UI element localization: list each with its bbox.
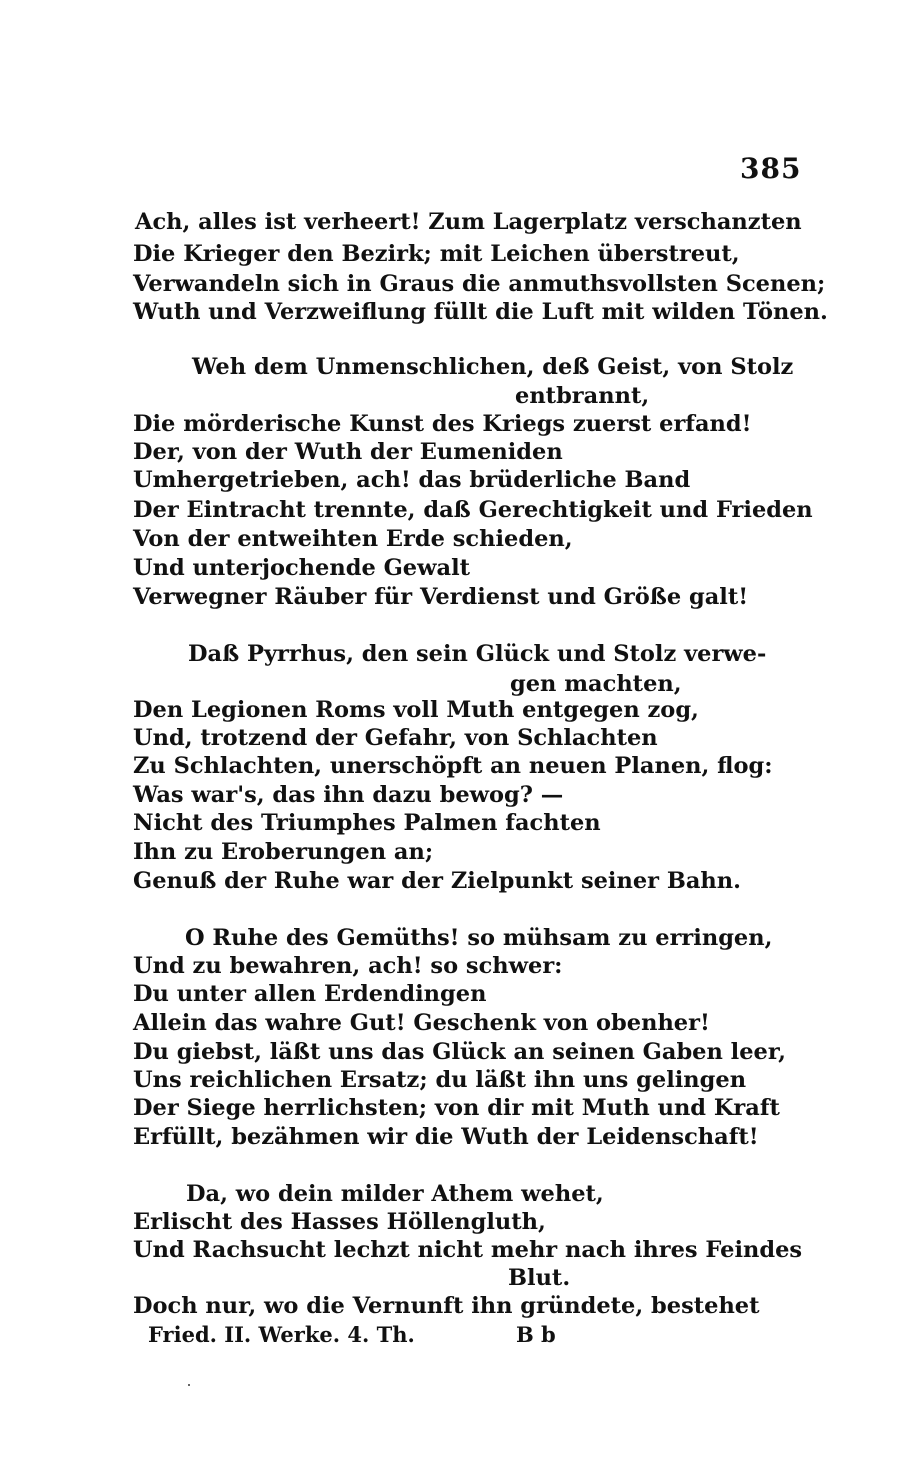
verse-line: Und unterjochende Gewalt <box>133 555 471 581</box>
verse-line: Den Legionen Roms voll Muth entgegen zog, <box>133 697 699 723</box>
verse-line: Verwegner Räuber für Verdienst und Größe galt! <box>133 584 749 610</box>
verse-line: Daß Pyrrhus, den sein Glück und Stolz verwe- <box>188 641 767 667</box>
page-number: 385 <box>740 152 802 185</box>
verse-line: Was war's, das ihn dazu bewog? — <box>133 782 564 808</box>
verse-line: Und zu bewahren, ach! so schwer: <box>133 953 563 979</box>
verse-line: Der Siege herrlichsten; von dir mit Muth und Kraft <box>133 1095 780 1121</box>
signature-mark: Fried. II. Werke. 4. Th. <box>148 1322 415 1347</box>
verse-line: Die mörderische Kunst des Kriegs zuerst erfand! <box>133 411 752 437</box>
verse-line-continuation: entbrannt, <box>515 383 650 409</box>
verse-line: Der, von der Wuth der Eumeniden <box>133 439 563 465</box>
verse-line: Zu Schlachten, unerschöpft an neuen Planen, flog: <box>133 753 773 779</box>
verse-line: Umhergetrieben, ach! das brüderliche Band <box>133 467 691 493</box>
verse-line: Von der entweihten Erde schieden, <box>133 526 573 552</box>
verse-line: Und Rachsucht lechzt nicht mehr nach ihres Feindes <box>133 1237 803 1263</box>
verse-line: Die Krieger den Bezirk; mit Leichen überstreut, <box>133 241 740 267</box>
verse-line: Erfüllt, bezähmen wir die Wuth der Leidenschaft! <box>133 1124 759 1150</box>
verse-line-continuation: gen machten, <box>510 671 682 697</box>
verse-line: Erlischt des Hasses Höllengluth, <box>133 1209 546 1235</box>
verse-line: Weh dem Unmenschlichen, deß Geist, von Stolz <box>192 354 794 380</box>
verse-line: Uns reichlichen Ersatz; du läßt ihn uns gelingen <box>133 1067 747 1093</box>
verse-line: Du unter allen Erdendingen <box>133 981 487 1007</box>
verse-line: Nicht des Triumphes Palmen fachten <box>133 810 601 836</box>
verse-line: Der Eintracht trennte, daß Gerechtigkeit und Frieden <box>133 497 813 523</box>
verse-line: Wuth und Verzweiflung füllt die Luft mit wilden Tönen. <box>133 299 828 325</box>
verse-line: Du giebst, läßt uns das Glück an seinen Gaben leer, <box>133 1039 786 1065</box>
verse-line: O Ruhe des Gemüths! so mühsam zu erringen, <box>185 925 773 951</box>
catchword: B b <box>516 1322 556 1347</box>
verse-line: Ihn zu Eroberungen an; <box>133 839 434 865</box>
verse-line: Da, wo dein milder Athem wehet, <box>186 1181 604 1207</box>
ink-speck <box>188 1384 190 1386</box>
verse-line: Allein das wahre Gut! Geschenk von obenher! <box>133 1010 710 1036</box>
verse-line: Doch nur, wo die Vernunft ihn gründete, bestehet <box>133 1293 760 1319</box>
verse-line-continuation: Blut. <box>508 1265 571 1291</box>
verse-line: Ach, alles ist verheert! Zum Lagerplatz verschanzten <box>135 209 802 235</box>
verse-line: Und, trotzend der Gefahr, von Schlachten <box>133 725 658 751</box>
verse-line: Verwandeln sich in Graus die anmuthsvollsten Scenen; <box>133 271 826 297</box>
verse-line: Genuß der Ruhe war der Zielpunkt seiner Bahn. <box>133 868 741 894</box>
